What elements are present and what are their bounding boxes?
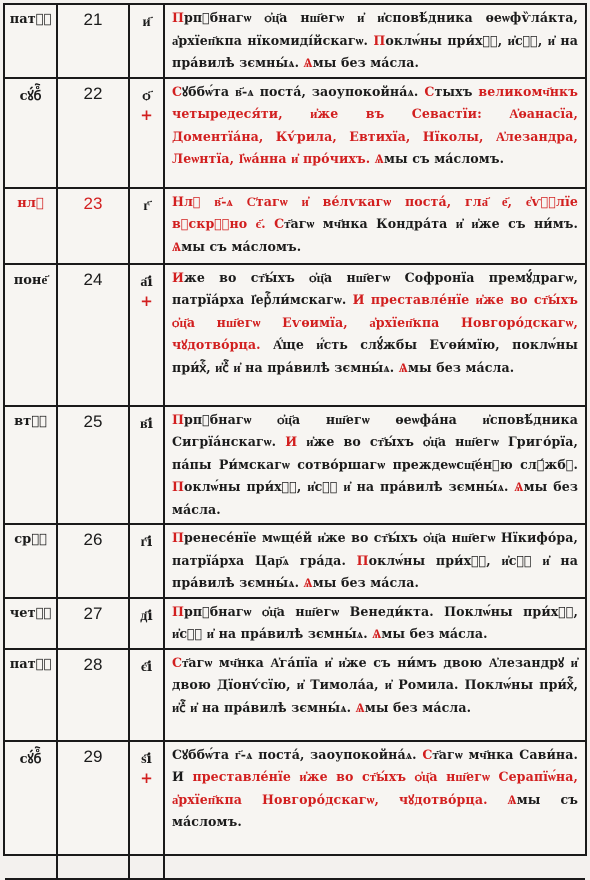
rubric-text: великомч҃нкъ четыредеся́ти, и҆же въ Севастїи: А҆ѳанасїа, Доментїа́на, Кѵ́рила, Евтихїа, Нїколы, А҆лезандра, Леѡнтїа, І҆ѡа́нна и҆ про́чихъ. bbox=[172, 83, 578, 166]
day-number-cell bbox=[57, 741, 129, 879]
church-numeral: д҃і bbox=[140, 607, 153, 624]
weekday-cell bbox=[5, 264, 57, 406]
calendar-row bbox=[5, 188, 585, 264]
day-number: 29 bbox=[83, 746, 103, 766]
body-text: мы съ ма́сломъ. bbox=[383, 151, 505, 166]
calendar-row bbox=[5, 406, 585, 525]
body-text: Сꙋббѡ́та г҃-ѧ поста́, заоупокойна́ѧ. bbox=[172, 746, 423, 762]
day-number: 21 bbox=[83, 10, 103, 29]
calendar-row bbox=[5, 264, 585, 406]
church-numeral-cell bbox=[129, 188, 164, 264]
body-text: же во ст҃ы́хъ ѻ҆ц҃а нш҃егѡ Софронїа премꙋ́драгѡ, патрїа́рха І҆ерⷭ҇ли́мскагѡ. bbox=[172, 269, 578, 307]
commemoration-text bbox=[164, 264, 585, 406]
weekday-label: четⷡ҇ bbox=[9, 605, 52, 621]
weekday-label: поне҃ bbox=[13, 272, 48, 288]
weekday-label: патⷪ҇ bbox=[9, 656, 52, 672]
body-text: мы без ма́сла. bbox=[312, 575, 420, 590]
rubric-text: С bbox=[172, 654, 183, 670]
weekday-cell bbox=[5, 188, 57, 264]
rubric-text: С bbox=[422, 746, 433, 762]
church-numeral: а҃і bbox=[140, 273, 153, 290]
weekday-cell bbox=[5, 598, 57, 649]
rubric-text: П bbox=[172, 411, 184, 427]
rubric-text: преставле́нїе и҆же во ст҃ы́хъ ѻ҆ц҃а нш҃егѡ Серапїѡ́на, а҆рхїеп҃кпа Новгоро́дскагѡ, чꙋдотво́рца. bbox=[172, 769, 578, 807]
church-numeral-cell bbox=[129, 5, 164, 78]
body-text: ренесе́нїе мѡще́й и҆же во ст҃ы́хъ ѻ҆ц҃а нш҃егѡ Нїкифо́ра, патрїа́рха Цар҃ѧ гра́да. bbox=[172, 530, 578, 568]
calendar-body bbox=[5, 5, 585, 879]
commemoration-text bbox=[164, 5, 585, 78]
service-rank-cross-icon: + bbox=[140, 105, 153, 124]
weekday-cell bbox=[5, 524, 57, 598]
day-number: 24 bbox=[83, 269, 103, 289]
body-text: оклѡ́ны при́хⷭ҇, и҆сⷯ҇, и҆ на пра́вилѣ зємны́ѧ. bbox=[172, 32, 578, 70]
church-numeral: и҃ bbox=[142, 14, 151, 30]
service-rank-cross-icon: + bbox=[140, 768, 153, 787]
body-text: оклѡ́ны при́хⷭ҇, и҆сⷯ҇ и҆ на пра́вилѣ зємны́ѧ. bbox=[184, 479, 515, 494]
day-number-cell bbox=[57, 598, 129, 649]
church-numeral: ѻ҃ bbox=[142, 87, 151, 104]
day-number-cell bbox=[57, 264, 129, 406]
body-text: мы без ма́сла. bbox=[172, 479, 579, 517]
body-text: тыхъ bbox=[434, 83, 473, 99]
rubric-text: И bbox=[352, 292, 365, 307]
day-number: 25 bbox=[83, 411, 103, 431]
rubric-text: П bbox=[172, 479, 184, 494]
church-numeral-cell bbox=[129, 524, 164, 598]
body-text: А҆́ще и҆́сть слꙋ́жбы Еѵѳи́мїю, поклѡ́ны при́хⷭ҇, и҆сⷯ҇ и҆ на пра́вилѣ зємны́ѧ. bbox=[172, 337, 578, 375]
weekday-cell bbox=[5, 78, 57, 188]
weekday-label: сꙋ́бⷪ҇ bbox=[19, 751, 42, 767]
service-rank-cross-icon: + bbox=[140, 291, 153, 310]
church-numeral-cell bbox=[129, 264, 164, 406]
day-number: 22 bbox=[83, 83, 103, 103]
church-numeral: г҃ bbox=[143, 197, 150, 214]
rubric-text: Ѧ bbox=[398, 359, 408, 375]
typikon-page bbox=[3, 3, 587, 856]
commemoration-text bbox=[164, 406, 585, 525]
day-number-cell bbox=[57, 524, 129, 598]
weekday-cell bbox=[5, 649, 57, 741]
rubric-text: Ѧ bbox=[374, 151, 384, 166]
church-numeral: є҃і bbox=[140, 658, 153, 675]
body-text: и҆же во ст҃ы́хъ ѻ҆ц҃а нш҃егѡ Григо́рїа, па́пы Ри́мскагѡ сотво́ршагѡ преждеѡсщ҃е́нꙋю слꙋ́жбꙋ. bbox=[172, 434, 578, 472]
weekday-label: втⷪ҇ bbox=[14, 413, 47, 429]
body-text: ꙋббѡ́та в҃-ѧ поста́, заоупокойна́ѧ. bbox=[182, 83, 425, 99]
church-numeral: ѕ҃і bbox=[141, 750, 152, 767]
commemoration-text bbox=[164, 188, 585, 264]
weekday-cell bbox=[5, 5, 57, 78]
day-number-cell bbox=[57, 406, 129, 525]
weekday-label: сꙋ́бⷪ҇ bbox=[19, 88, 42, 104]
rubric-text: Нлⷣ в҃-ѧ С҃тагѡ и҆ ве́лѵкагѡ поста́, гла҃ е҃, є҆ѵⷢ҇лїе вᲂскрⷭ҇но є҃. bbox=[172, 193, 578, 231]
body-text: т҃агѡ мч҃нка Сави́на. И bbox=[172, 746, 578, 784]
body-text: мы без ма́сла. bbox=[381, 626, 488, 641]
day-number-cell bbox=[57, 188, 129, 264]
body-text bbox=[488, 792, 508, 807]
day-number-cell bbox=[57, 5, 129, 78]
rubric-text: П bbox=[356, 552, 369, 568]
day-number: 26 bbox=[83, 530, 103, 549]
weekday-cell bbox=[5, 741, 57, 879]
weekday-label: срⷽ҇ bbox=[14, 532, 47, 547]
rubric-text: П bbox=[172, 10, 184, 25]
rubric-text: преставле́нїе и҆же во ст҃ы́хъ ѻ҆ц҃а нш҃егѡ Еѵѳимїа, а҆рхїеп҃кпа Новгоро́дскагѡ, чꙋдотво́рца. bbox=[172, 292, 578, 352]
rubric-text: И bbox=[285, 434, 298, 449]
church-numeral-cell bbox=[129, 649, 164, 741]
rubric-text: Ѧ bbox=[303, 55, 313, 70]
rubric-text: П bbox=[373, 32, 386, 48]
rubric-text: С bbox=[172, 83, 183, 99]
calendar-row bbox=[5, 78, 585, 188]
body-text: т҃агѡ мч҃нка Кондра́та и҆ и҆же съ ни́мъ. bbox=[284, 216, 579, 231]
rubric-text: С bbox=[424, 83, 435, 99]
church-numeral: в҃і bbox=[140, 415, 153, 432]
body-text: рпⷣбнагѡ ѻ҆ц҃а нш҃егѡ Венеди́кта. Поклѡ́ны при́хⷭ҇, и҆сⷯ҇ и҆ на пра́вилѣ зємны́ѧ. bbox=[172, 603, 578, 641]
rubric-text: Ѧ bbox=[514, 479, 524, 494]
calendar-table bbox=[5, 5, 585, 880]
church-numeral-cell bbox=[129, 78, 164, 188]
rubric-text: Ѧ bbox=[507, 791, 517, 807]
commemoration-text bbox=[164, 78, 585, 188]
body-text: оклѡ́ны при́хⷭ҇, и҆сⷯ҇ и҆ на пра́вилѣ зємны́ѧ. bbox=[172, 552, 578, 590]
church-numeral-cell bbox=[129, 741, 164, 879]
church-numeral: г҃і bbox=[140, 534, 153, 550]
calendar-row bbox=[5, 524, 585, 598]
day-number-cell bbox=[57, 649, 129, 741]
weekday-cell bbox=[5, 406, 57, 525]
body-text: мы съ ма́сломъ. bbox=[181, 238, 302, 254]
commemoration-text bbox=[164, 524, 585, 598]
day-number: 27 bbox=[83, 603, 103, 623]
church-numeral-cell bbox=[129, 598, 164, 649]
rubric-text: Ѧ bbox=[172, 238, 182, 254]
rubric-text: П bbox=[172, 603, 184, 619]
calendar-row bbox=[5, 649, 585, 741]
calendar-row bbox=[5, 598, 585, 649]
body-text: мы без ма́сла. bbox=[407, 359, 515, 375]
body-text: рпⷣбнагѡ ѻ҆ц҃а нш҃егѡ и҆ и҆сповѣ́дника ѳеѡфѷла́кта, а҆рхїеп҃кпа нїкомиді́йскагѡ. bbox=[172, 10, 578, 48]
body-text: мы без ма́сла. bbox=[364, 699, 472, 715]
day-number-cell bbox=[57, 78, 129, 188]
body-text: мы без ма́сла. bbox=[312, 55, 420, 70]
commemoration-text bbox=[164, 741, 585, 879]
calendar-row bbox=[5, 5, 585, 78]
rubric-text: С bbox=[274, 216, 285, 231]
body-text: рпⷣбнагѡ ѻ҆ц҃а нш҃егѡ ѳеѡфа́на и҆сповѣ́дника Сигрїа́нскагѡ. bbox=[172, 411, 578, 449]
body-text: т҃агѡ мч҃нка А҆га́пїа и҆ и҆же съ ни́мъ двою А҆лезандрꙋ и҆ двою Дїонѵ́сїю, и҆ Тимола́а, и҆ Ромила. Поклѡ́ны при́хⷭ҇, и҆сⷯ҇ и҆ на пра́вилѣ зємны́ѧ. bbox=[172, 654, 578, 715]
day-number: 23 bbox=[83, 193, 103, 213]
rubric-text: И bbox=[172, 269, 184, 285]
weekday-label: нлⷣ bbox=[17, 195, 44, 211]
rubric-text: Ѧ bbox=[355, 699, 365, 715]
rubric-text: П bbox=[172, 530, 184, 545]
rubric-text: Ѧ bbox=[303, 575, 313, 590]
church-numeral-cell bbox=[129, 406, 164, 525]
calendar-row bbox=[5, 741, 585, 879]
commemoration-text bbox=[164, 598, 585, 649]
weekday-label: патⷪ҇ bbox=[9, 12, 52, 27]
commemoration-text bbox=[164, 649, 585, 741]
rubric-text: Ѧ bbox=[372, 626, 382, 641]
day-number: 28 bbox=[83, 654, 103, 674]
body-text: мы съ ма́сломъ. bbox=[172, 791, 578, 829]
